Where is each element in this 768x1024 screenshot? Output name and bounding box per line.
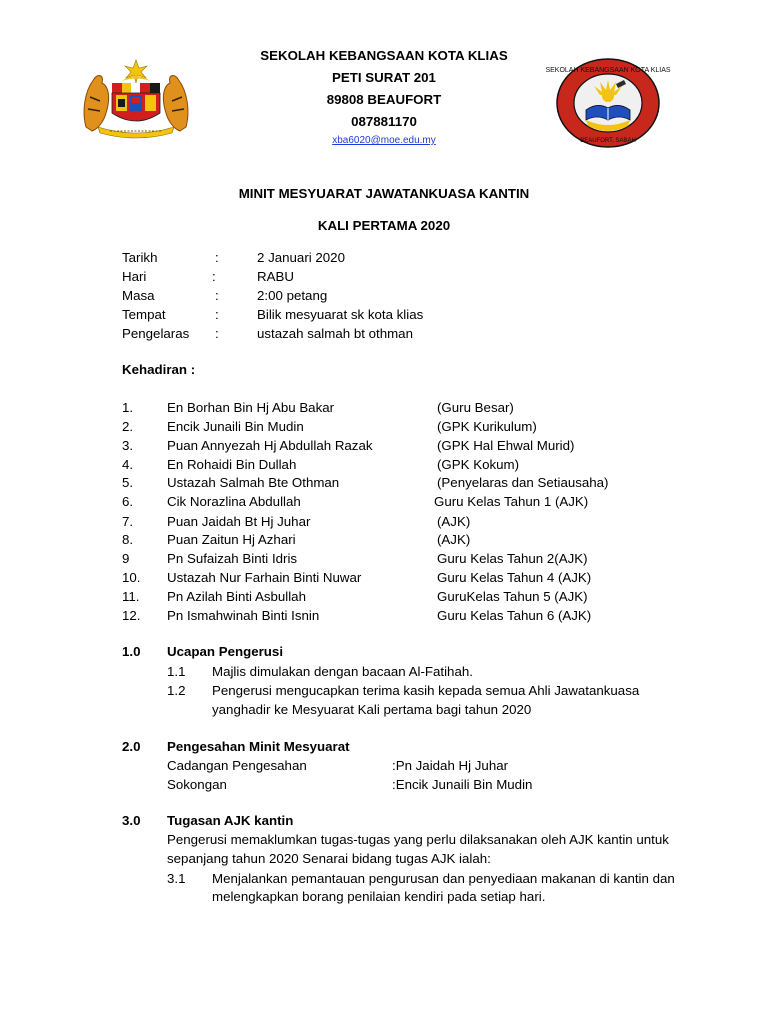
section-paragraph: sepanjang tahun 2020 Senarai bidang tugas AJK ialah: bbox=[167, 851, 491, 866]
item-number: 1.1 bbox=[167, 664, 186, 679]
attendance-name: Encik Junaili Bin Mudin bbox=[167, 419, 304, 434]
attendance-role: (GPK Kurikulum) bbox=[437, 419, 537, 434]
detail-value: 2:00 petang bbox=[257, 288, 328, 303]
attendance-no: 6. bbox=[122, 494, 134, 509]
attendance-name: Ustazah Salmah Bte Othman bbox=[167, 475, 340, 490]
attendance-role: (GPK Hal Ehwal Murid) bbox=[437, 438, 575, 453]
attendance-name: Ustazah Nur Farhain Binti Nuwar bbox=[167, 570, 362, 585]
confirmation-value: :Encik Junaili Bin Mudin bbox=[392, 777, 533, 792]
detail-value: Bilik mesyuarat sk kota klias bbox=[257, 307, 424, 322]
attendance-no: 1. bbox=[122, 400, 134, 415]
detail-value: 2 Januari 2020 bbox=[257, 250, 345, 265]
document-subtitle: KALI PERTAMA 2020 bbox=[317, 218, 451, 233]
school-name: SEKOLAH KEBANGSAAN KOTA KLIAS bbox=[260, 48, 508, 63]
attendance-heading: Kehadiran : bbox=[122, 362, 196, 377]
item-number: 1.2 bbox=[167, 683, 186, 698]
attendance-name: En Borhan Bin Hj Abu Bakar bbox=[167, 400, 335, 415]
attendance-no: 11. bbox=[122, 589, 140, 604]
item-text: yanghadir ke Mesyuarat Kali pertama bagi tahun 2020 bbox=[212, 702, 532, 717]
detail-label: Masa bbox=[122, 288, 155, 303]
section-title: Pengesahan Minit Mesyuarat bbox=[167, 739, 350, 754]
item-number: 3.1 bbox=[167, 871, 186, 886]
section-title: Ucapan Pengerusi bbox=[167, 644, 284, 659]
attendance-role: (AJK) bbox=[437, 532, 471, 547]
attendance-name: Pn Azilah Binti Asbullah bbox=[167, 589, 306, 604]
attendance-role: (Penyelaras dan Setiausaha) bbox=[437, 475, 609, 490]
attendance-no: 3. bbox=[122, 438, 134, 453]
detail-label: Pengelaras bbox=[122, 326, 190, 341]
attendance-role: Guru Kelas Tahun 4 (AJK) bbox=[437, 570, 592, 585]
detail-colon: : bbox=[215, 250, 219, 265]
attendance-name: Pn Sufaizah Binti Idris bbox=[167, 551, 298, 566]
item-text: melengkapkan borang penilaian kendiri pada setiap hari. bbox=[212, 889, 546, 904]
attendance-name: Pn Ismahwinah Binti Isnin bbox=[167, 608, 320, 623]
attendance-no: 7. bbox=[122, 514, 134, 529]
attendance-role: (GPK Kokum) bbox=[437, 457, 520, 472]
attendance-name: Puan Zaitun Hj Azhari bbox=[167, 532, 296, 547]
attendance-no: 4. bbox=[122, 457, 134, 472]
detail-value: RABU bbox=[257, 269, 294, 284]
detail-value: ustazah salmah bt othman bbox=[257, 326, 413, 341]
section-paragraph: Pengerusi memaklumkan tugas-tugas yang perlu dilaksanakan oleh AJK kantin untuk bbox=[167, 832, 669, 847]
detail-label: Tempat bbox=[122, 307, 166, 322]
detail-colon: : bbox=[215, 326, 219, 341]
school-po-box: PETI SURAT 201 bbox=[332, 70, 436, 85]
emblem-bottom-text: BEAUFORT, SABAH bbox=[580, 138, 636, 144]
section-number: 1.0 bbox=[122, 644, 141, 659]
attendance-name: En Rohaidi Bin Dullah bbox=[167, 457, 297, 472]
attendance-no: 2. bbox=[122, 419, 134, 434]
attendance-no: 10. bbox=[122, 570, 141, 585]
detail-label: Tarikh bbox=[122, 250, 158, 265]
attendance-no: 8. bbox=[122, 532, 134, 547]
detail-colon: : bbox=[212, 269, 216, 284]
confirmation-label: Cadangan Pengesahan bbox=[167, 758, 307, 773]
attendance-no: 12. bbox=[122, 608, 141, 623]
attendance-name: Puan Jaidah Bt Hj Juhar bbox=[167, 514, 311, 529]
detail-colon: : bbox=[215, 288, 219, 303]
confirmation-label: Sokongan bbox=[167, 777, 227, 792]
attendance-name: Puan Annyezah Hj Abdullah Razak bbox=[167, 438, 373, 453]
attendance-no: 5. bbox=[122, 475, 134, 490]
item-text: Majlis dimulakan dengan bacaan Al-Fatihah. bbox=[212, 664, 473, 679]
attendance-name: Cik Norazlina Abdullah bbox=[167, 494, 301, 509]
emblem-top-text: SEKOLAH KEBANGSAAN KOTA KLIAS bbox=[545, 67, 671, 74]
section-title: Tugasan AJK kantin bbox=[167, 813, 294, 828]
attendance-role: (AJK) bbox=[437, 514, 471, 529]
attendance-role: Guru Kelas Tahun 2(AJK) bbox=[437, 551, 588, 566]
section-number: 2.0 bbox=[122, 739, 141, 754]
section-number: 3.0 bbox=[122, 813, 141, 828]
detail-label: Hari bbox=[122, 269, 147, 284]
attendance-no: 9 bbox=[122, 551, 130, 566]
item-text: Pengerusi mengucapkan terima kasih kepada semua Ahli Jawatankuasa bbox=[212, 683, 640, 698]
attendance-role: GuruKelas Tahun 5 (AJK) bbox=[437, 589, 588, 604]
item-text: Menjalankan pemantauan pengurusan dan penyediaan makanan di kantin dan bbox=[212, 871, 675, 886]
attendance-role: Guru Kelas Tahun 6 (AJK) bbox=[437, 608, 592, 623]
school-phone: 087881170 bbox=[351, 114, 417, 129]
school-email-link[interactable]: xba6020@moe.edu.my bbox=[332, 135, 436, 146]
detail-colon: : bbox=[215, 307, 219, 322]
document-title: MINIT MESYUARAT JAWATANKUASA KANTIN bbox=[238, 186, 530, 201]
attendance-role: (Guru Besar) bbox=[437, 400, 514, 415]
confirmation-value: :Pn Jaidah Hj Juhar bbox=[392, 758, 509, 773]
attendance-role: Guru Kelas Tahun 1 (AJK) bbox=[434, 494, 589, 509]
school-postcode-city: 89808 BEAUFORT bbox=[326, 92, 442, 107]
